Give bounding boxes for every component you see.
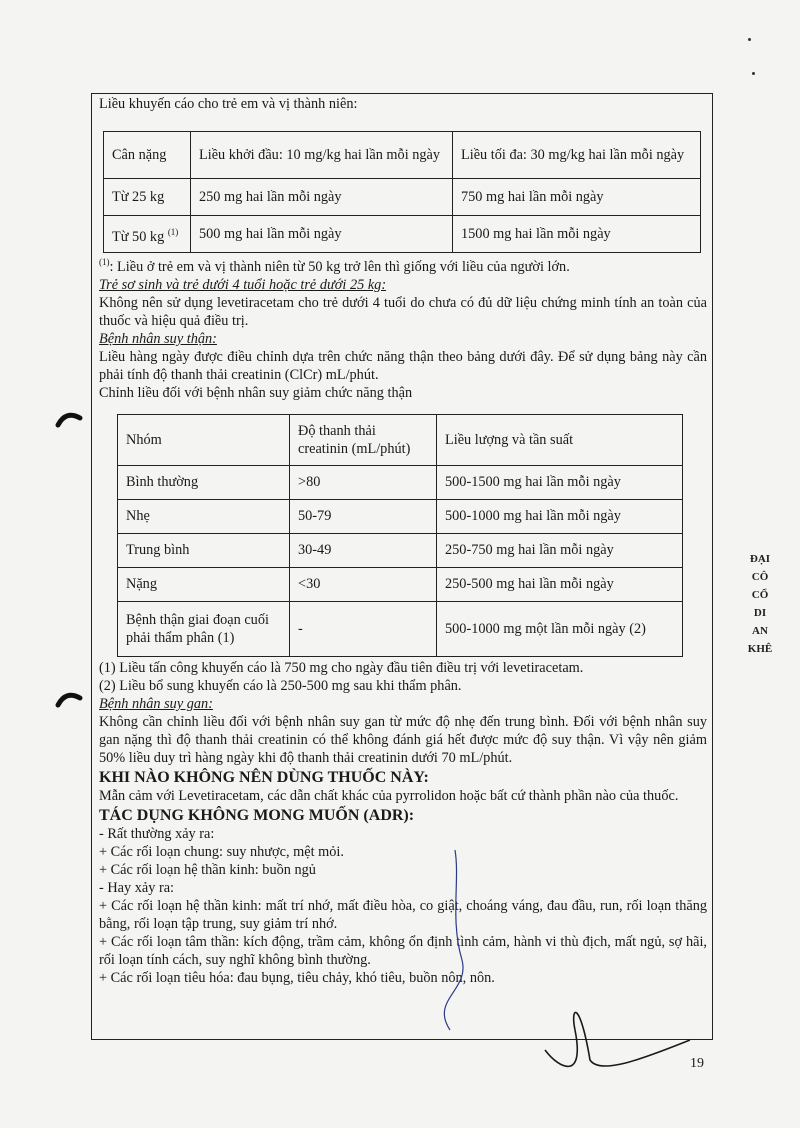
table-cell: Trung bình [118,533,290,567]
renal-note-2: (2) Liều bổ sung khuyến cáo là 250-500 mg sau khi thẩm phân. [99,677,462,694]
table-cell: >80 [290,465,437,499]
table-cell: 1500 mg hai lần mỗi ngày [453,216,701,253]
table-cell: 750 mg hai lần mỗi ngày [453,179,701,216]
adr-heading: TÁC DỤNG KHÔNG MONG MUỐN (ADR): [99,806,415,824]
table-header-cell: Liều tối đa: 30 mg/kg hai lần mỗi ngày [453,132,701,179]
table-header-cell: Liều khởi đầu: 10 mg/kg hai lần mỗi ngày [191,132,453,179]
list-item: + Các rối loạn tiêu hóa: đau bụng, tiêu chảy, khó tiêu, buồn nôn, nôn. [99,969,495,986]
table-cell: 50-79 [290,499,437,533]
pediatric-dose-intro: Liều khuyến cáo cho trẻ em và vị thành niên: [99,96,358,112]
table-cell: Bình thường [118,465,290,499]
table-cell: Bệnh thận giai đoạn cuối phải thẩm phân (1) [118,601,290,656]
footnote-mark: (1) [167,226,179,237]
neonates-heading: Trẻ sơ sinh và trẻ dưới 4 tuổi hoặc trẻ dưới 25 kg: [99,276,387,293]
table-header-cell: Liều lượng và tần suất [437,414,683,465]
table-cell: 500 mg hai lần mỗi ngày [191,216,453,253]
contraindications-heading: KHI NÀO KHÔNG NÊN DÙNG THUỐC NÀY: [99,768,429,786]
side-stamp: ĐẠI CÔ CỔ DI AN KHÊ [747,553,773,655]
list-item: + Các rối loạn tâm thần: kích động, trầm cảm, không ổn định tình cảm, hành vi thù địch, mất ngủ, sợ hãi, rối loạn tính cách, suy nghĩ không bình thường. [99,933,707,968]
renal-table-caption: Chỉnh liều đối với bệnh nhân suy giảm chức năng thận [99,384,413,401]
renal-note-1: (1) Liều tấn công khuyến cáo là 750 mg cho ngày đầu tiên điều trị với levetiracetam. [99,659,584,676]
footnote: $^{(1)}$: Liều ở trẻ em và vị thành niên từ 50 kg trở lên thì giống với liều của người lớn. [99,257,570,275]
list-item: + Các rối loạn hệ thần kinh: buồn ngủ [99,861,316,878]
list-item: - Hay xảy ra: [99,879,175,896]
table-cell: 500-1000 mg một lần mỗi ngày (2) [437,601,683,656]
table-cell: 250 mg hai lần mỗi ngày [191,179,453,216]
table-cell: Từ 50 kg $^{(1)}$ [104,216,191,253]
contraindications-text: Mẫn cảm với Levetiracetam, các dẫn chất khác của pyrrolidon hoặc bất cứ thành phần nào của thuốc. [99,787,679,804]
table-cell: 500-1500 mg hai lần mỗi ngày [437,465,683,499]
renal-heading: Bệnh nhân suy thận: [99,330,217,347]
table-cell: Từ 25 kg [104,179,191,216]
table-cell: <30 [290,567,437,601]
table-header-cell: Nhóm [118,414,290,465]
table-header-cell: Cân nặng [104,132,191,179]
table-cell: - [290,601,437,656]
list-item: + Các rối loạn hệ thần kinh: mất trí nhớ, mất điều hòa, co giật, choáng váng, đau đầu, run, rối loạn thăng bằng, rối loạn tập trung, suy giảm trí nhớ. [99,897,707,932]
renal-text: Liều hàng ngày được điều chỉnh dựa trên chức năng thận theo bảng dưới đây. Để sử dụng bảng này cần phải tính độ thanh thải creatinin (ClCr) mL/phút. [99,348,707,383]
neonates-text: Không nên sử dụng levetiracetam cho trẻ dưới 4 tuổi do chưa có đủ dữ liệu chứng minh tính an toàn của thuốc và hiệu quả điều trị. [99,294,707,329]
table-cell: 250-500 mg hai lần mỗi ngày [437,567,683,601]
list-item: - Rất thường xảy ra: [99,825,215,842]
hepatic-heading: Bệnh nhân suy gan: [99,695,213,712]
table-cell: Nhẹ [118,499,290,533]
table-cell: 250-750 mg hai lần mỗi ngày [437,533,683,567]
table-header-cell: Độ thanh thải creatinin (mL/phút) [290,414,437,465]
table-cell: Nặng [118,567,290,601]
table-cell: 30-49 [290,533,437,567]
page-number: 19 [690,1056,704,1071]
hepatic-text: Không cần chỉnh liều đối với bệnh nhân suy gan từ mức độ nhẹ đến trung bình. Đối với bệnh nhân suy gan nặng thì độ thanh thải creatinin có thể không đánh giá hết được mức độ suy thận. Vì vậy nên giảm 50% liều duy trì hàng ngày khi độ thanh thải creatinin dưới 70 mL/phút. [99,713,707,766]
list-item: + Các rối loạn chung: suy nhược, mệt mỏi. [99,843,344,860]
table-cell: 500-1000 mg hai lần mỗi ngày [437,499,683,533]
